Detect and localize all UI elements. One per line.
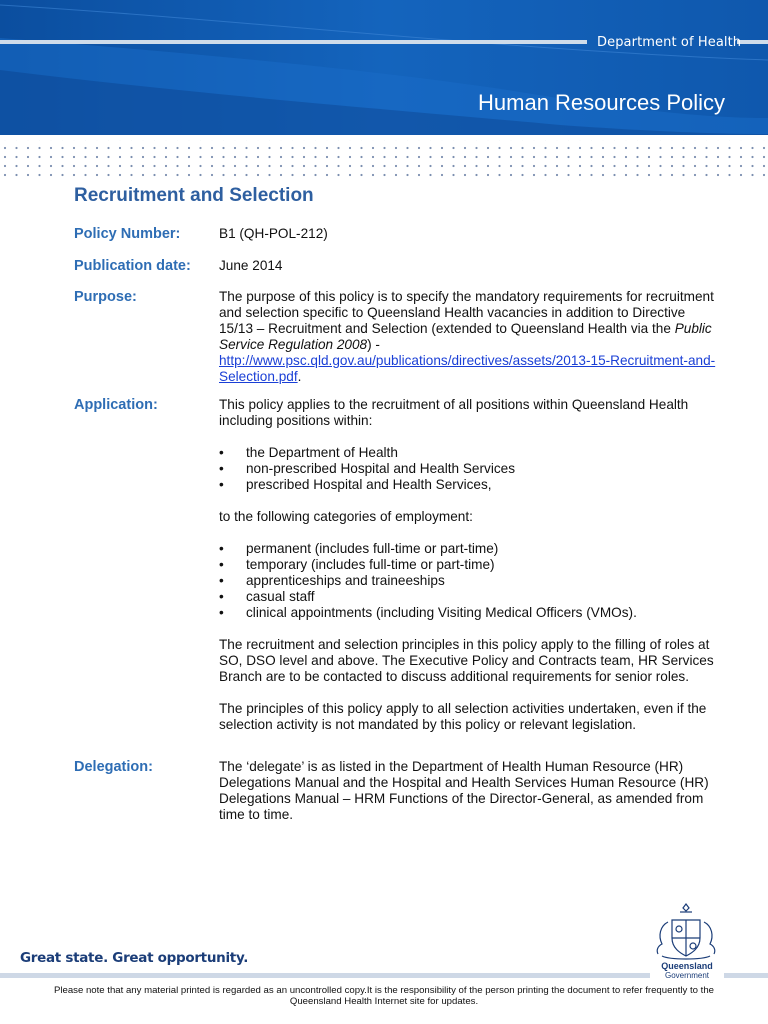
- positions-list: [219, 445, 719, 493]
- purpose-text: [219, 289, 719, 385]
- logo-subtitle: Government: [664, 971, 710, 980]
- purpose-text-start: The purpose of this policy is to specify the mandatory requirements for recruitment and selection specific to Queensland Health vacancies in addition to Directive 15/13 – Recruitment and Selection (extended to Queensland Health via the: [219, 289, 714, 336]
- delegation-text: The ‘delegate’ is as listed in the Department of Health Human Resource (HR) Delegations Manual and the Hospital and Health Services Human Resource (HR) Delegations Manual – HRM Functions of the Director-General, as amended from time to time.: [219, 759, 709, 822]
- purpose-label: Purpose:: [74, 289, 137, 305]
- application-paragraph-principles: The principles of this policy apply to all selection activities undertaken, even if the selection activity is not mandated by this policy or relevant legislation.: [219, 701, 707, 732]
- list-item: • prescribed Hospital and Health Services,: [219, 477, 719, 493]
- purpose-text-end: .: [297, 369, 302, 384]
- list-item: • temporary (includes full-time or part-time): [219, 557, 719, 573]
- publication-date-label: Publication date:: [74, 258, 191, 274]
- categories-list: [219, 541, 719, 621]
- list-item: • the Department of Health: [219, 445, 719, 461]
- policy-number-value: B1 (QH-POL-212): [219, 226, 328, 241]
- purpose-text-middle: ) -: [367, 337, 380, 352]
- logo-name: Queensland: [661, 961, 713, 971]
- list-item: • casual staff: [219, 589, 719, 605]
- department-name: Department of Health: [597, 35, 742, 50]
- directive-link[interactable]: http://www.psc.qld.gov.au/publications/directives/assets/2013-15-Recruitment-and-Selection.pdf: [219, 353, 716, 384]
- policy-type-title: Human Resources Policy: [478, 90, 725, 115]
- regulation-name: Public Service Regulation 2008: [219, 321, 712, 352]
- footer-divider: [0, 973, 650, 978]
- list-item: • apprenticeships and traineeships: [219, 573, 719, 589]
- delegation-label: Delegation:: [74, 759, 153, 775]
- application-paragraph-scope: The recruitment and selection principles in this policy apply to the filling of roles at SO, DSO level and above. The Executive Policy and Contracts team, HR Services Branch are to be contacted to discuss additional requirements for senior roles.: [219, 637, 714, 684]
- list-item: • clinical appointments (including Visiting Medical Officers (VMOs).: [219, 605, 719, 621]
- application-intro: This policy applies to the recruitment of all positions within Queensland Health including positions within:: [219, 397, 689, 428]
- footer-tagline: Great state. Great opportunity.: [20, 950, 249, 966]
- policy-number-label: Policy Number:: [74, 226, 181, 242]
- list-item: • non-prescribed Hospital and Health Services: [219, 461, 719, 477]
- page-header: [0, 0, 768, 180]
- document-title: Recruitment and Selection: [74, 185, 314, 206]
- application-label: Application:: [74, 397, 158, 413]
- footer-divider-right: [724, 973, 768, 978]
- application-body: [219, 397, 719, 733]
- categories-intro: to the following categories of employment:: [219, 509, 473, 524]
- list-item: • permanent (includes full-time or part-time): [219, 541, 719, 557]
- publication-date-value: June 2014: [219, 258, 283, 273]
- print-disclaimer: Please note that any material printed is regarded as an uncontrolled copy.It is the responsibility of the person printing the document to refer frequently to the Queensland Health Internet site for updates.: [53, 985, 715, 1007]
